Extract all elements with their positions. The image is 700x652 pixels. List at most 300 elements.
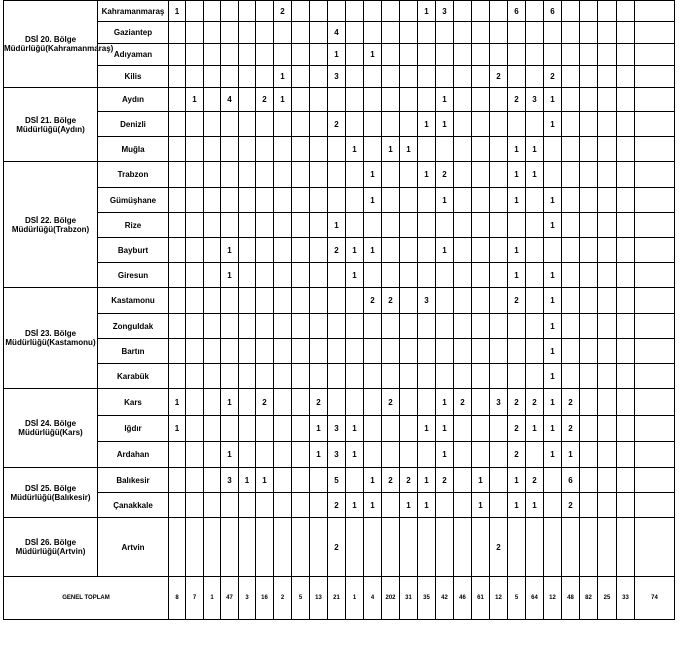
value-cell xyxy=(436,364,454,389)
value-cell xyxy=(292,339,310,364)
value-cell xyxy=(472,188,490,213)
value-cell xyxy=(256,339,274,364)
value-cell xyxy=(239,88,256,112)
value-cell: 1 xyxy=(169,1,186,22)
value-cell xyxy=(292,1,310,22)
value-cell xyxy=(204,364,221,389)
value-cell xyxy=(292,188,310,213)
value-cell xyxy=(274,22,292,44)
value-cell xyxy=(204,137,221,162)
value-cell xyxy=(221,1,239,22)
grand-total-value: 47 xyxy=(221,577,239,620)
value-cell xyxy=(186,314,204,339)
value-cell xyxy=(382,314,400,339)
value-cell xyxy=(598,364,617,389)
value-cell xyxy=(204,493,221,518)
value-cell: 1 xyxy=(364,493,382,518)
value-cell xyxy=(239,364,256,389)
value-cell: 1 xyxy=(400,493,418,518)
table-row xyxy=(4,389,675,416)
value-cell xyxy=(310,263,328,288)
value-cell xyxy=(526,238,544,263)
value-cell xyxy=(382,1,400,22)
value-cell xyxy=(328,1,346,22)
value-cell xyxy=(635,364,675,389)
value-cell xyxy=(635,314,675,339)
value-cell xyxy=(526,518,544,577)
value-cell xyxy=(274,137,292,162)
value-cell xyxy=(169,364,186,389)
value-cell: 2 xyxy=(364,288,382,314)
value-cell xyxy=(490,364,508,389)
region-name: DSİ 21. Bölge Müdürlüğü(Aydın) xyxy=(4,88,98,162)
value-cell: 1 xyxy=(169,389,186,416)
value-cell xyxy=(454,137,472,162)
value-cell xyxy=(508,518,526,577)
value-cell xyxy=(328,339,346,364)
value-cell xyxy=(526,339,544,364)
value-cell xyxy=(364,263,382,288)
value-cell xyxy=(490,314,508,339)
value-cell xyxy=(580,442,598,468)
value-cell xyxy=(526,66,544,88)
value-cell xyxy=(292,263,310,288)
value-cell xyxy=(617,44,635,66)
grand-total-value: 82 xyxy=(580,577,598,620)
value-cell xyxy=(346,22,364,44)
value-cell xyxy=(635,389,675,416)
value-cell xyxy=(635,88,675,112)
value-cell: 1 xyxy=(544,416,562,442)
value-cell: 1 xyxy=(436,88,454,112)
value-cell xyxy=(418,137,436,162)
value-cell xyxy=(490,112,508,137)
value-cell xyxy=(490,188,508,213)
value-cell xyxy=(635,213,675,238)
value-cell xyxy=(186,339,204,364)
value-cell xyxy=(256,263,274,288)
value-cell xyxy=(221,188,239,213)
value-cell xyxy=(169,66,186,88)
value-cell xyxy=(186,44,204,66)
value-cell xyxy=(328,137,346,162)
value-cell xyxy=(204,112,221,137)
value-cell xyxy=(635,442,675,468)
value-cell xyxy=(598,263,617,288)
value-cell xyxy=(508,213,526,238)
value-cell: 1 xyxy=(186,88,204,112)
value-cell xyxy=(221,22,239,44)
value-cell xyxy=(562,518,580,577)
value-cell: 1 xyxy=(508,468,526,493)
value-cell xyxy=(544,44,562,66)
value-cell xyxy=(382,518,400,577)
value-cell xyxy=(508,314,526,339)
value-cell xyxy=(635,238,675,263)
value-cell xyxy=(310,137,328,162)
value-cell xyxy=(169,339,186,364)
value-cell xyxy=(292,137,310,162)
value-cell xyxy=(472,22,490,44)
value-cell: 3 xyxy=(490,389,508,416)
value-cell xyxy=(204,314,221,339)
value-cell xyxy=(472,442,490,468)
value-cell xyxy=(400,22,418,44)
value-cell xyxy=(382,66,400,88)
value-cell xyxy=(598,1,617,22)
value-cell xyxy=(364,416,382,442)
value-cell xyxy=(454,364,472,389)
value-cell xyxy=(400,339,418,364)
value-cell xyxy=(186,22,204,44)
value-cell xyxy=(580,44,598,66)
value-cell xyxy=(186,188,204,213)
value-cell xyxy=(186,416,204,442)
value-cell xyxy=(598,162,617,188)
value-cell xyxy=(274,238,292,263)
value-cell xyxy=(418,238,436,263)
value-cell xyxy=(204,288,221,314)
value-cell xyxy=(256,518,274,577)
value-cell xyxy=(382,339,400,364)
value-cell xyxy=(292,364,310,389)
province-name: Ardahan xyxy=(98,442,169,468)
value-cell xyxy=(418,213,436,238)
value-cell xyxy=(526,188,544,213)
value-cell xyxy=(364,364,382,389)
value-cell xyxy=(169,263,186,288)
value-cell xyxy=(454,112,472,137)
value-cell xyxy=(239,238,256,263)
value-cell xyxy=(508,112,526,137)
value-cell: 1 xyxy=(418,468,436,493)
value-cell xyxy=(617,442,635,468)
value-cell: 1 xyxy=(221,442,239,468)
table-row xyxy=(4,1,675,22)
grand-total-value: 31 xyxy=(400,577,418,620)
value-cell xyxy=(472,162,490,188)
value-cell xyxy=(580,22,598,44)
value-cell xyxy=(256,22,274,44)
value-cell xyxy=(617,364,635,389)
value-cell xyxy=(454,1,472,22)
value-cell: 1 xyxy=(239,468,256,493)
value-cell xyxy=(635,188,675,213)
value-cell xyxy=(544,137,562,162)
value-cell: 1 xyxy=(436,238,454,263)
value-cell xyxy=(617,416,635,442)
value-cell xyxy=(169,518,186,577)
value-cell xyxy=(186,162,204,188)
value-cell xyxy=(239,44,256,66)
value-cell xyxy=(310,238,328,263)
value-cell: 1 xyxy=(328,213,346,238)
value-cell xyxy=(256,112,274,137)
value-cell xyxy=(580,1,598,22)
value-cell: 1 xyxy=(508,137,526,162)
value-cell xyxy=(580,213,598,238)
province-name: Aydın xyxy=(98,88,169,112)
value-cell xyxy=(239,112,256,137)
value-cell xyxy=(635,416,675,442)
grand-total-value: 42 xyxy=(436,577,454,620)
value-cell xyxy=(346,339,364,364)
value-cell xyxy=(472,416,490,442)
value-cell xyxy=(635,1,675,22)
value-cell xyxy=(490,493,508,518)
value-cell xyxy=(382,493,400,518)
value-cell: 2 xyxy=(382,468,400,493)
value-cell xyxy=(239,493,256,518)
value-cell xyxy=(526,22,544,44)
value-cell: 1 xyxy=(544,389,562,416)
value-cell xyxy=(239,1,256,22)
value-cell: 1 xyxy=(364,162,382,188)
value-cell xyxy=(310,162,328,188)
value-cell xyxy=(256,213,274,238)
value-cell: 2 xyxy=(256,389,274,416)
value-cell xyxy=(454,22,472,44)
value-cell xyxy=(292,238,310,263)
value-cell xyxy=(186,112,204,137)
value-cell xyxy=(239,518,256,577)
value-cell xyxy=(562,44,580,66)
value-cell xyxy=(490,162,508,188)
value-cell xyxy=(454,442,472,468)
grand-total-row xyxy=(4,577,675,620)
value-cell xyxy=(239,137,256,162)
value-cell: 3 xyxy=(436,1,454,22)
table-row xyxy=(4,442,675,468)
value-cell: 1 xyxy=(544,288,562,314)
value-cell xyxy=(454,213,472,238)
value-cell xyxy=(292,314,310,339)
value-cell xyxy=(328,88,346,112)
value-cell xyxy=(239,416,256,442)
value-cell xyxy=(598,213,617,238)
value-cell xyxy=(562,238,580,263)
value-cell xyxy=(617,137,635,162)
value-cell xyxy=(346,112,364,137)
value-cell: 2 xyxy=(382,389,400,416)
value-cell xyxy=(239,188,256,213)
value-cell xyxy=(490,1,508,22)
value-cell: 1 xyxy=(526,416,544,442)
value-cell xyxy=(256,314,274,339)
value-cell xyxy=(635,22,675,44)
value-cell xyxy=(454,188,472,213)
province-name: Gaziantep xyxy=(98,22,169,44)
grand-total-value: 1 xyxy=(346,577,364,620)
value-cell: 2 xyxy=(256,88,274,112)
value-cell xyxy=(364,112,382,137)
value-cell xyxy=(169,288,186,314)
value-cell xyxy=(204,416,221,442)
value-cell xyxy=(382,263,400,288)
value-cell xyxy=(346,188,364,213)
table-row xyxy=(4,416,675,442)
value-cell xyxy=(221,493,239,518)
value-cell: 1 xyxy=(544,263,562,288)
value-cell xyxy=(186,493,204,518)
value-cell xyxy=(436,137,454,162)
value-cell xyxy=(454,518,472,577)
value-cell xyxy=(364,66,382,88)
grand-total-value: 1 xyxy=(204,577,221,620)
value-cell xyxy=(382,88,400,112)
value-cell: 1 xyxy=(544,364,562,389)
value-cell xyxy=(328,188,346,213)
value-cell xyxy=(562,288,580,314)
value-cell xyxy=(346,162,364,188)
value-cell xyxy=(400,188,418,213)
value-cell: 2 xyxy=(508,389,526,416)
value-cell xyxy=(490,339,508,364)
value-cell xyxy=(454,88,472,112)
province-name: Karabük xyxy=(98,364,169,389)
value-cell xyxy=(186,288,204,314)
value-cell xyxy=(562,339,580,364)
value-cell xyxy=(580,66,598,88)
value-cell xyxy=(274,263,292,288)
value-cell xyxy=(256,493,274,518)
value-cell xyxy=(580,88,598,112)
value-cell: 1 xyxy=(346,493,364,518)
value-cell xyxy=(400,112,418,137)
value-cell: 6 xyxy=(544,1,562,22)
province-name: Muğla xyxy=(98,137,169,162)
value-cell: 1 xyxy=(364,238,382,263)
value-cell: 2 xyxy=(508,442,526,468)
value-cell xyxy=(364,22,382,44)
grand-total-value: 7 xyxy=(186,577,204,620)
value-cell xyxy=(274,44,292,66)
value-cell xyxy=(204,162,221,188)
value-cell xyxy=(169,188,186,213)
value-cell xyxy=(472,88,490,112)
province-name: Kahramanmaraş xyxy=(98,1,169,22)
value-cell xyxy=(635,518,675,577)
value-cell xyxy=(169,162,186,188)
province-name: Denizli xyxy=(98,112,169,137)
value-cell xyxy=(635,44,675,66)
value-cell: 1 xyxy=(346,137,364,162)
value-cell xyxy=(418,188,436,213)
value-cell xyxy=(169,88,186,112)
grand-total-value: 5 xyxy=(508,577,526,620)
value-cell xyxy=(562,364,580,389)
value-cell xyxy=(436,314,454,339)
value-cell xyxy=(418,339,436,364)
value-cell xyxy=(400,263,418,288)
value-cell: 1 xyxy=(508,188,526,213)
value-cell xyxy=(508,22,526,44)
value-cell xyxy=(186,468,204,493)
region-name: DSİ 23. Bölge Müdürlüğü(Kastamonu) xyxy=(4,288,98,389)
value-cell xyxy=(292,416,310,442)
value-cell xyxy=(382,213,400,238)
value-cell xyxy=(580,416,598,442)
value-cell: 1 xyxy=(221,263,239,288)
value-cell xyxy=(635,66,675,88)
value-cell xyxy=(617,238,635,263)
value-cell xyxy=(544,22,562,44)
table-row xyxy=(4,213,675,238)
grand-total-value: 48 xyxy=(562,577,580,620)
value-cell xyxy=(204,339,221,364)
value-cell xyxy=(221,137,239,162)
value-cell xyxy=(169,238,186,263)
value-cell xyxy=(472,44,490,66)
value-cell xyxy=(400,66,418,88)
value-cell xyxy=(169,137,186,162)
value-cell xyxy=(256,188,274,213)
value-cell xyxy=(364,213,382,238)
value-cell: 2 xyxy=(436,162,454,188)
value-cell: 5 xyxy=(328,468,346,493)
value-cell xyxy=(186,213,204,238)
value-cell xyxy=(310,364,328,389)
value-cell xyxy=(598,518,617,577)
value-cell xyxy=(382,112,400,137)
value-cell xyxy=(472,66,490,88)
value-cell xyxy=(617,188,635,213)
value-cell xyxy=(346,66,364,88)
value-cell: 2 xyxy=(436,468,454,493)
value-cell: 1 xyxy=(544,339,562,364)
value-cell xyxy=(508,44,526,66)
table-row xyxy=(4,238,675,263)
value-cell xyxy=(562,188,580,213)
value-cell xyxy=(544,238,562,263)
value-cell: 2 xyxy=(508,416,526,442)
value-cell xyxy=(490,44,508,66)
value-cell: 1 xyxy=(544,188,562,213)
value-cell xyxy=(221,364,239,389)
value-cell xyxy=(526,364,544,389)
value-cell: 1 xyxy=(274,88,292,112)
value-cell xyxy=(310,339,328,364)
value-cell xyxy=(204,263,221,288)
value-cell xyxy=(454,288,472,314)
value-cell xyxy=(580,263,598,288)
value-cell xyxy=(274,518,292,577)
value-cell xyxy=(346,288,364,314)
value-cell xyxy=(328,162,346,188)
value-cell: 1 xyxy=(544,112,562,137)
region-name: DSİ 20. Bölge Müdürlüğü(Kahramanmaraş) xyxy=(4,1,98,88)
value-cell xyxy=(472,518,490,577)
value-cell xyxy=(274,416,292,442)
value-cell xyxy=(562,162,580,188)
value-cell xyxy=(490,22,508,44)
value-cell xyxy=(239,288,256,314)
value-cell xyxy=(204,188,221,213)
value-cell: 1 xyxy=(544,213,562,238)
value-cell xyxy=(436,518,454,577)
value-cell xyxy=(364,389,382,416)
value-cell xyxy=(472,389,490,416)
value-cell xyxy=(239,339,256,364)
value-cell xyxy=(364,442,382,468)
value-cell xyxy=(617,213,635,238)
value-cell xyxy=(617,314,635,339)
value-cell xyxy=(598,88,617,112)
table-row xyxy=(4,314,675,339)
value-cell xyxy=(526,44,544,66)
value-cell xyxy=(239,389,256,416)
value-cell: 1 xyxy=(508,493,526,518)
